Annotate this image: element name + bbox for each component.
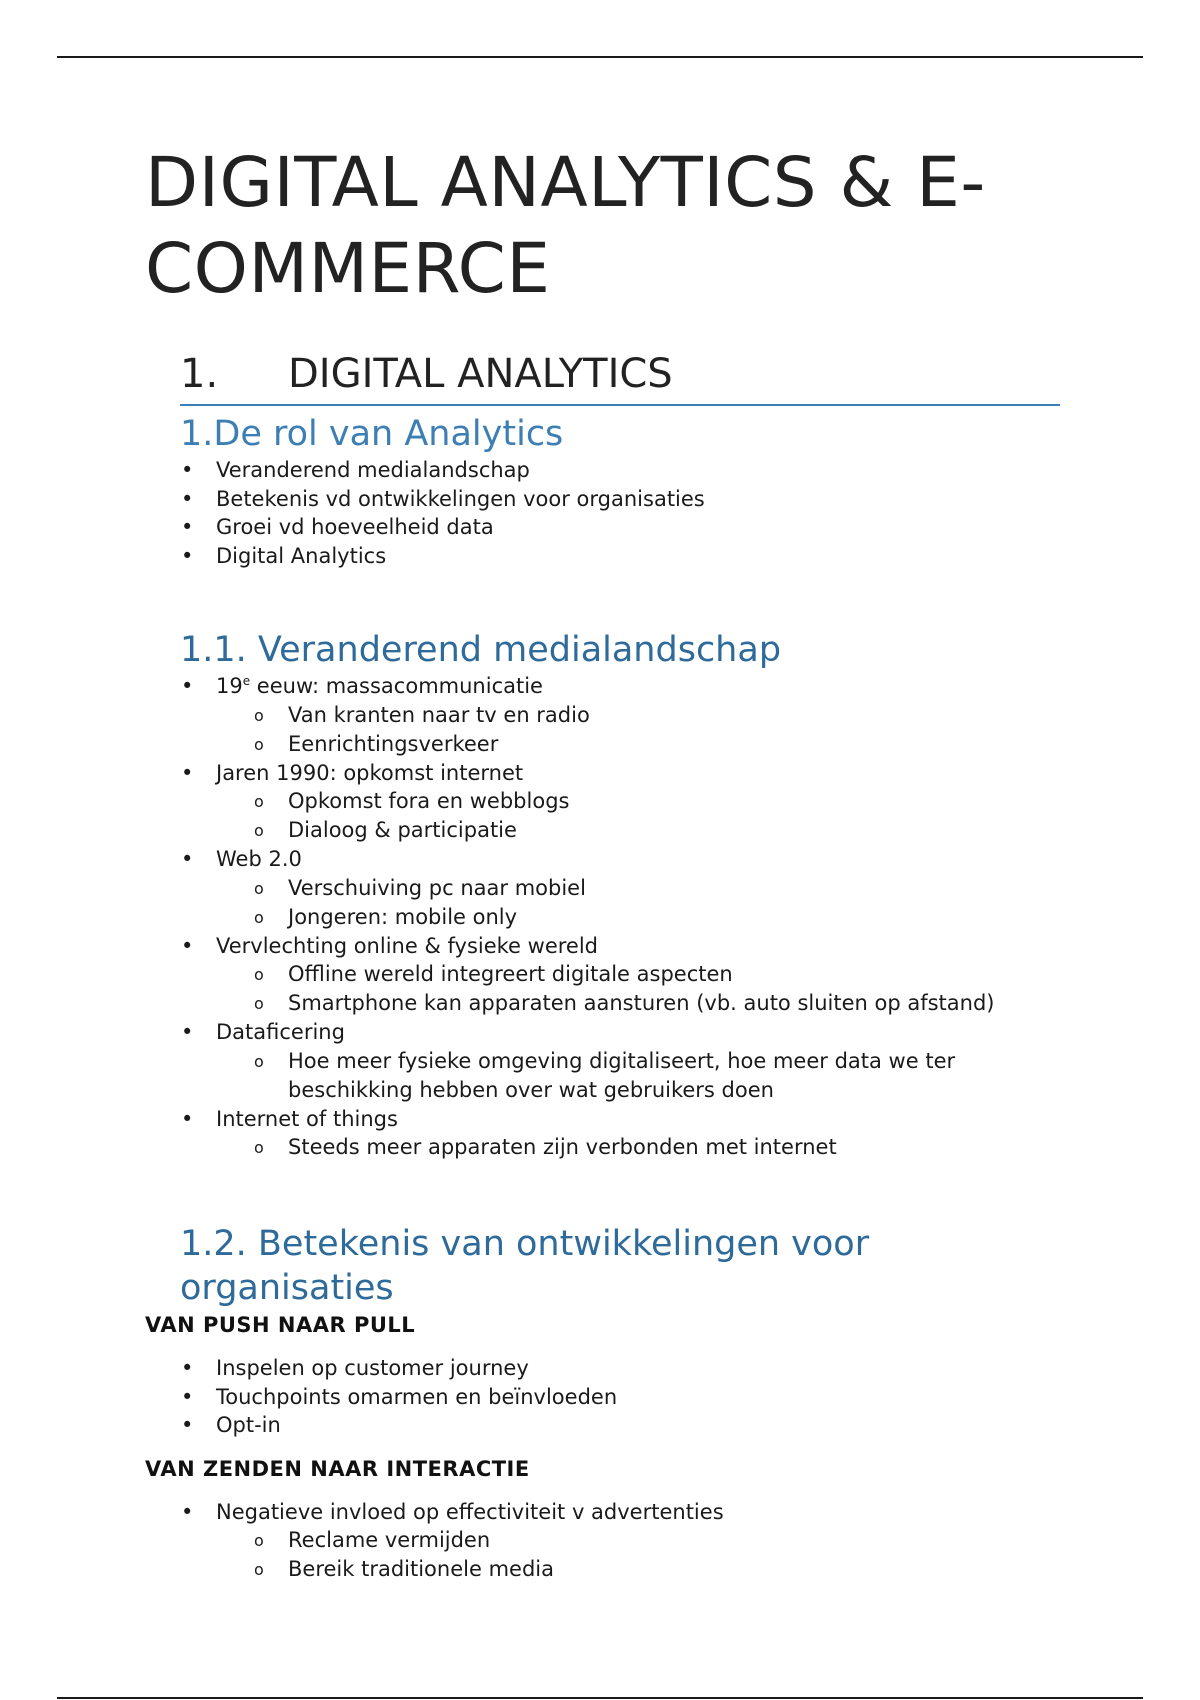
bullet-icon: • — [181, 486, 194, 511]
chapter-number: 1. — [180, 351, 219, 397]
bullet-icon: • — [181, 458, 194, 482]
sub-list-item: o Dialoog & participatie — [254, 816, 1065, 845]
sub-list-item: o Reclame vermijden — [254, 1526, 1065, 1555]
section-heading-media: 1.1. Veranderend medialandschap — [180, 630, 782, 670]
sub-bullet-icon: o — [254, 1531, 264, 1550]
list-item: • Internet of things o Steeds meer apparaten zijn verbonden met internet — [181, 1105, 1065, 1163]
sub-list-item: o Jongeren: mobile only — [254, 903, 1065, 932]
sub-bullet-icon: o — [254, 994, 264, 1013]
sub-list — [216, 874, 1065, 932]
document-title — [145, 140, 1065, 312]
sub-bullet-icon: o — [254, 821, 264, 840]
sub-bullet-icon: o — [254, 1051, 264, 1071]
bullet-icon: • — [181, 1356, 194, 1380]
sub-bullet-icon: o — [254, 907, 264, 927]
rol-list — [145, 456, 1065, 570]
bullet-icon: • — [181, 1499, 194, 1524]
list-item: • Web 2.0 o Verschuiving pc naar mobiel o Jongeren: mobile only — [181, 845, 1065, 932]
title-line-2: COMMERCE — [145, 229, 551, 309]
sub-list-item: o Steeds meer apparaten zijn verbonden met internet — [254, 1133, 1065, 1162]
list-item: • Veranderend medialandschap — [181, 456, 1065, 485]
sub-bullet-icon: o — [254, 1560, 264, 1579]
subheading-zenden-interactie: VAN ZENDEN NAAR INTERACTIE — [145, 1456, 530, 1481]
list-item: • Vervlechting online & fysieke wereld o Offline wereld integreert digitale aspecten o Smartphone kan apparaten aansturen (vb. auto sluiten op afstand) — [181, 932, 1065, 1019]
bullet-icon: • — [181, 933, 194, 958]
sub-bullet-icon: o — [254, 965, 264, 984]
sub-bullet-icon: o — [254, 878, 264, 898]
list-item: • Inspelen op customer journey — [181, 1354, 1065, 1383]
sub-list — [216, 1526, 1065, 1584]
sub-list — [216, 787, 1065, 845]
sub-bullet-icon: o — [254, 734, 264, 754]
sub-list-item: o Van kranten naar tv en radio — [254, 701, 1065, 730]
document-body — [145, 140, 1065, 1584]
list-item: • Touchpoints omarmen en beïnvloeden — [181, 1383, 1065, 1412]
sub-list-item: o Hoe meer fysieke omgeving digitaliseert, hoe meer data we ter beschikking hebben over wat gebruikers doen — [254, 1048, 956, 1102]
footer-rule — [57, 1697, 1143, 1699]
sub-list-item: o Eenrichtingsverkeer — [254, 730, 1065, 759]
list-item: • 19e eeuw: massacommunicatie o Van kranten naar tv en radio o Eenrichtingsverkeer — [181, 672, 1065, 759]
list-item: • Negatieve invloed op effectiviteit v advertenties o Reclame vermijden o Bereik traditionele media — [181, 1498, 1065, 1585]
section-heading-rol: 1.De rol van Analytics — [180, 414, 564, 454]
sub-bullet-icon: o — [254, 792, 264, 811]
sub-list — [216, 1047, 1065, 1105]
sub-bullet-icon: o — [254, 705, 264, 725]
bullet-icon: • — [181, 1384, 194, 1409]
media-list — [145, 672, 1065, 1162]
list-item: • Jaren 1990: opkomst internet o Opkomst fora en webblogs o Dialoog & participatie — [181, 759, 1065, 846]
sub-list — [216, 960, 1065, 1018]
push-list — [145, 1354, 1065, 1440]
chapter-heading — [180, 348, 1060, 406]
section-heading-betekenis: 1.2. Betekenis van ontwikkelingen voor organisaties — [180, 1224, 870, 1308]
subheading-push-pull: VAN PUSH NAAR PULL — [145, 1313, 416, 1337]
bullet-icon: • — [181, 760, 194, 785]
bullet-icon: • — [181, 847, 194, 871]
sub-list-item: o Bereik traditionele media — [254, 1555, 1065, 1584]
sub-bullet-icon: o — [254, 1138, 264, 1157]
zenden-list — [145, 1498, 1065, 1585]
list-item: • Betekenis vd ontwikkelingen voor organisaties — [181, 485, 1065, 514]
list-item: • Dataficering o Hoe meer fysieke omgeving digitaliseert, hoe meer data we ter beschikking hebben over wat gebruikers doen — [181, 1018, 1065, 1105]
sub-list-item: o Opkomst fora en webblogs — [254, 787, 1065, 816]
bullet-icon: • — [181, 515, 194, 539]
header-rule — [57, 56, 1143, 58]
list-item: • Digital Analytics — [181, 542, 1065, 571]
bullet-icon: • — [181, 543, 194, 568]
sub-list — [216, 701, 1065, 759]
sub-list-item: o Verschuiving pc naar mobiel — [254, 874, 1065, 903]
bullet-icon: • — [181, 1106, 194, 1131]
sub-list-item: o Smartphone kan apparaten aansturen (vb. auto sluiten op afstand) — [254, 989, 1065, 1018]
list-item: • Opt-in — [181, 1411, 1065, 1440]
bullet-icon: • — [181, 1413, 194, 1437]
bullet-icon: • — [181, 674, 194, 698]
bullet-icon: • — [181, 1020, 194, 1044]
sub-list — [216, 1133, 1065, 1162]
chapter-title: DIGITAL ANALYTICS — [288, 351, 673, 397]
title-line-1: DIGITAL ANALYTICS & E- — [145, 143, 986, 223]
sub-list-item: o Offline wereld integreert digitale aspecten — [254, 960, 1065, 989]
list-item: • Groei vd hoeveelheid data — [181, 513, 1065, 542]
